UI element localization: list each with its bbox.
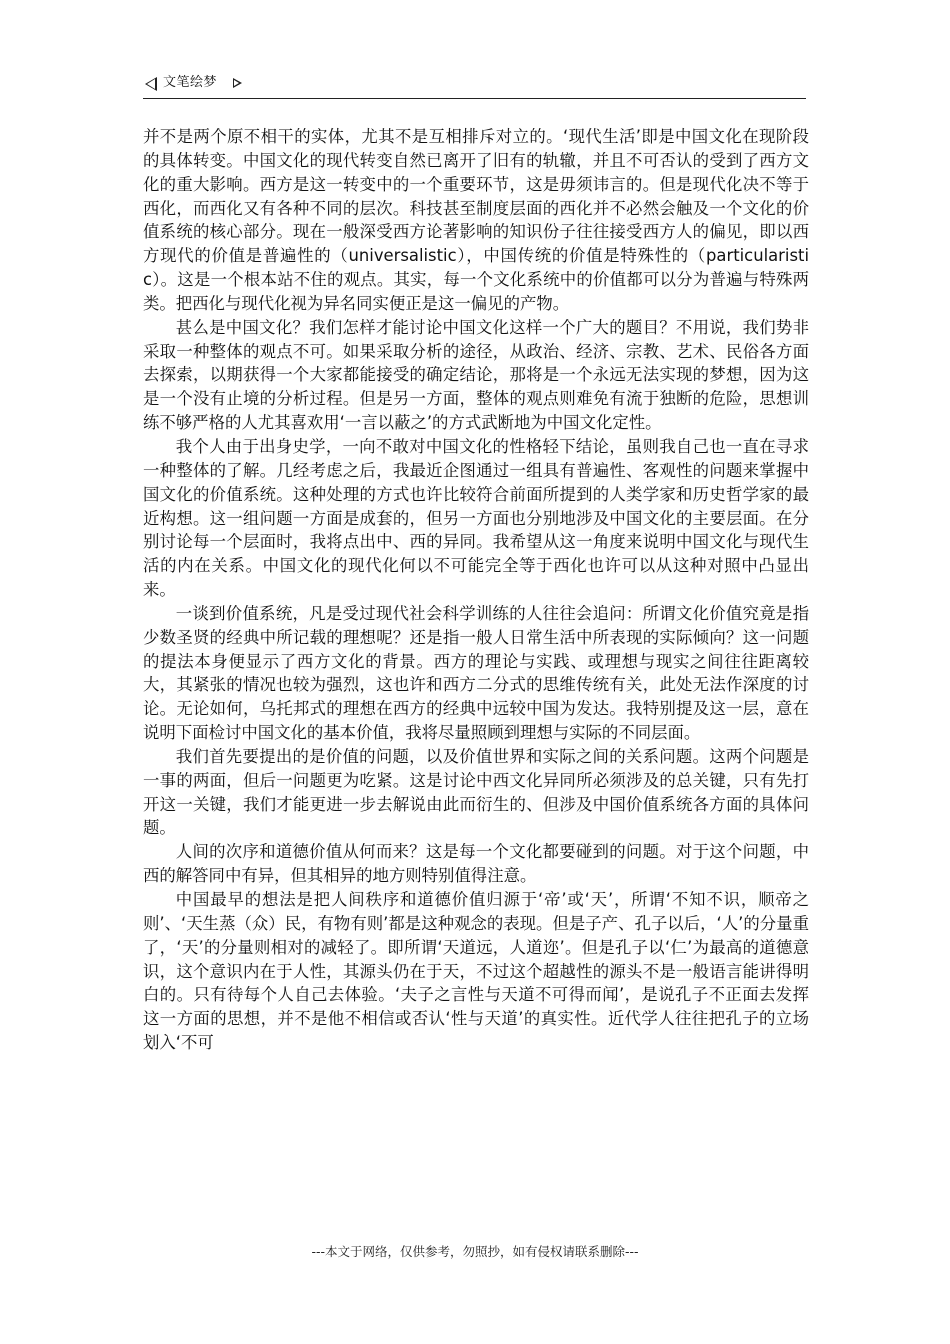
page-header — [143, 74, 806, 99]
triangle-right-icon — [233, 78, 242, 88]
paragraph: 我个人由于出身史学，一向不敢对中国文化的性格轻下结论，虽则我自己也一直在寻求一种整体的了解。几经考虑之后，我最近企图通过一组具有普遍性、客观性的问题来掌握中国文化的价值系统。这种处理的方式也许比较符合前面所提到的人类学家和历史哲学家的最近构想。这一组问题一方面是成套的，但另一方面也分别地涉及中国文化的主要层面。在分别讨论每一个层面时，我将点出中、西的异同。我希望从这一角度来说明中国文化与现代生活的内在关系。中国文化的现代化何以不可能完全等于西化也许可以从这种对照中凸显出来。 — [143, 436, 809, 600]
paragraph: 我们首先要提出的是价值的问题，以及价值世界和实际之间的关系问题。这两个问题是一事的两面，但后一问题更为吃紧。这是讨论中西文化异同所必须涉及的总关键，只有先打开这一关键，我们才能更进一步去解说由此而衍生的、但涉及中国价值系统各方面的具体问题。 — [143, 746, 809, 838]
paragraph: 甚么是中国文化？我们怎样才能讨论中国文化这样一个广大的题目？不用说，我们势非采取一种整体的观点不可。如果采取分析的途径，从政治、经济、宗教、艺术、民俗各方面去探索，以期获得一个大家都能接受的确定结论，那将是一个永远无法实现的梦想，因为这是一个没有止境的分析过程。但是另一方面，整体的观点则难免有流于独断的危险，思想训练不够严格的人尤其喜欢用‘一言以蔽之’的方式武断地为中国文化定性。 — [143, 317, 809, 433]
paragraph: 一谈到价值系统，凡是受过现代社会科学训练的人往往会追问：所谓文化价值究竟是指少数圣贤的经典中所记载的理想呢？还是指一般人日常生活中所表现的实际倾向？这一问题的提法本身便显示了西方文化的背景。西方的理论与实践、或理想与现实之间往往距离较大，其紧张的情况也较为强烈，这也许和西方二分式的思维传统有关，此处无法作深度的讨论。无论如何，乌托邦式的理想在西方的经典中远较中国为发达。我特别提及这一层，意在说明下面检讨中国文化的基本价值，我将尽量照顾到理想与实际的不同层面。 — [143, 603, 809, 743]
header-title: 文笔绘梦 — [163, 75, 218, 90]
page-footer: ---本文于网络，仅供参考，勿照抄，如有侵权请联系删除--- — [311, 1244, 639, 1259]
paragraph: 人间的次序和道德价值从何而来？这是每一个文化都要碰到的问题。对于这个问题，中西的解答同中有异，但其相异的地方则特别值得注意。 — [143, 842, 809, 886]
document-body — [143, 125, 809, 1055]
paragraph: 并不是两个原不相干的实体，尤其不是互相排斥对立的。‘现代生活’即是中国文化在现阶段的具体转变。中国文化的现代转变自然已离开了旧有的轨辙，并且不可否认的受到了西方文化的重大影响。西方是这一转变中的一个重要环节，这是毋须讳言的。但是现代化决不等于西化，而西化又有各种不同的层次。科技甚至制度层面的西化并不必然会触及一个文化的价值系统的核心部分。现在一般深受西方论著影响的知识份子往往接受西方人的偏见，即以西方现代的价值是普遍性的（universalistic），中国传统的价值是特殊性的（particularistic）。这是一个根本站不住的观点。其实，每一个文化系统中的价值都可以分为普遍与特殊两类。把西化与现代化视为异名同实便正是这一偏见的产物。 — [143, 127, 809, 313]
triangle-left-icon — [145, 77, 157, 91]
paragraph: 中国最早的想法是把人间秩序和道德价值归源于‘帝’或‘天’，所谓‘不知不识，顺帝之则’、‘天生蒸（众）民，有物有则’都是这种观念的表现。但是子产、孔子以后，‘人’的分量重了，‘天’的分量则相对的减轻了。即所谓‘天道远，人道迩’。但是孔子以‘仁’为最高的道德意识，这个意识内在于人性，其源头仍在于天，不过这个超越性的源头不是一般语言能讲得明白的。只有待每个人自己去体验。‘夫子之言性与天道不可得而闻’，是说孔子不正面去发挥这一方面的思想，并不是他不相信或否认‘性与天道’的真实性。近代学人往往把孔子的立场划入‘不可 — [143, 890, 809, 1053]
